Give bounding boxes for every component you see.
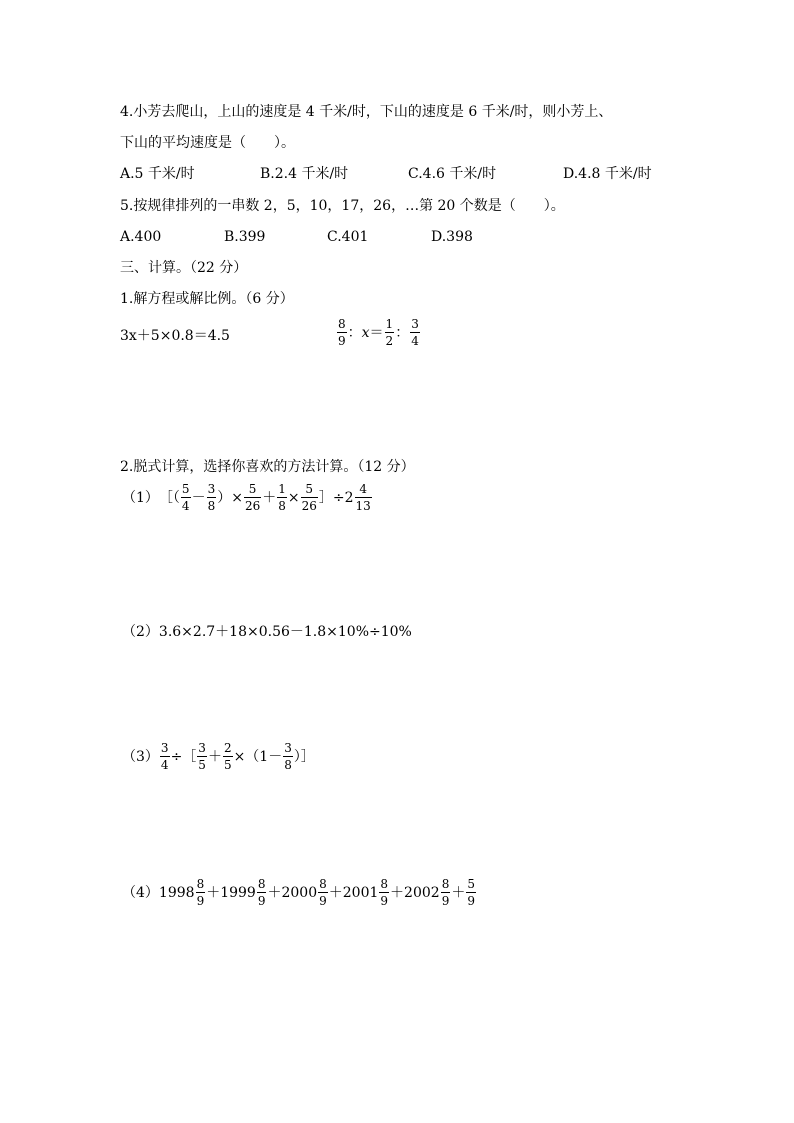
fraction: $\frac{8}{9}$	[319, 877, 327, 908]
q4-option-d: D.4.8 千米/时	[563, 166, 652, 182]
mixed-number-whole: 1998	[158, 884, 195, 901]
item-label: （4）	[122, 884, 159, 901]
q4-option-c: C.4.6 千米/时	[408, 166, 497, 182]
item-label: （1）	[122, 489, 159, 506]
expression-1	[122, 483, 373, 512]
equation-1: 3x＋5×0.8＝4.5	[120, 328, 230, 344]
part-2-title: 2.脱式计算，选择你喜欢的方法计算。（12 分）	[120, 459, 415, 475]
mixed-number-whole: ＋2000	[267, 884, 318, 901]
proportion-equation	[336, 318, 421, 347]
operator: ＋	[451, 884, 466, 901]
expression-4	[122, 878, 477, 907]
q4-option-b: B.2.4 千米/时	[260, 166, 349, 182]
operator: ］÷2	[318, 489, 354, 506]
q5-option-b: B.399	[224, 229, 266, 245]
fraction: $\frac{8}{9}$	[441, 877, 450, 908]
mixed-number-whole: ＋2002	[390, 884, 440, 901]
question-4-line-1: 4.小芳去爬山，上山的速度是 4 千米/时，下山的速度是 6 千米/时，则小芳上、	[120, 104, 613, 120]
expression-3	[122, 742, 315, 771]
operator: ＋	[207, 748, 222, 765]
fraction: $\frac{5}{26}$	[244, 482, 261, 513]
fraction: $\frac{8}{9}$	[196, 877, 205, 908]
operator: ）］	[293, 748, 315, 765]
question-4-line-2: 下山的平均速度是（ ）。	[120, 135, 295, 151]
fraction: $\frac{3}{8}$	[207, 482, 216, 513]
fraction: $\frac{5}{9}$	[467, 877, 475, 908]
operator: －	[191, 489, 206, 506]
expression-2	[122, 625, 412, 639]
fraction: $\frac{5}{26}$	[301, 482, 317, 513]
mixed-number-whole: ＋2001	[328, 884, 379, 901]
q4-option-a: A.5 千米/时	[120, 166, 195, 182]
operator: ＋	[262, 489, 277, 506]
colon: ：	[347, 324, 362, 341]
fraction: $\frac{4}{13}$	[355, 482, 371, 513]
expression-text: 3.6×2.7＋18×0.56－1.8×10%÷10%	[158, 624, 412, 640]
section-3-title: 三、计算。（22 分）	[120, 260, 248, 276]
fraction: $\frac{3}{8}$	[284, 741, 292, 772]
q5-option-d: D.398	[431, 229, 473, 245]
operator: ÷［	[170, 748, 197, 765]
equals-sign: ＝	[369, 324, 384, 341]
operator: ［（	[158, 489, 180, 506]
q5-option-a: A.400	[120, 229, 162, 245]
fraction: $\frac{8}{9}$	[380, 877, 389, 908]
item-label: （2）	[122, 624, 159, 640]
fraction: $\frac{5}{4}$	[181, 482, 190, 513]
q5-option-c: C.401	[327, 229, 369, 245]
fraction: $\frac{1}{8}$	[278, 482, 286, 513]
colon: ：	[395, 324, 410, 341]
fraction: $\frac{1}{2}$	[385, 317, 394, 348]
fraction: $\frac{3}{4}$	[411, 317, 419, 348]
fraction: $\frac{8}{9}$	[257, 877, 266, 908]
variable-x: x	[361, 324, 370, 341]
fraction: $\frac{3}{5}$	[198, 741, 206, 772]
fraction: $\frac{3}{4}$	[160, 741, 169, 772]
item-label: （3）	[122, 748, 159, 765]
operator: ×	[287, 489, 300, 506]
fraction: $\frac{2}{5}$	[223, 741, 232, 772]
mixed-number-whole: ＋1999	[206, 884, 256, 901]
operator: ×（1－	[233, 748, 283, 765]
operator: ）×	[217, 489, 243, 506]
fraction: $\frac{8}{9}$	[338, 317, 346, 348]
question-5-line-1: 5.按规律排列的一串数 2，5，10，17，26，…第 20 个数是（ ）。	[120, 198, 565, 214]
part-1-title: 1.解方程或解比例。（6 分）	[120, 291, 294, 307]
